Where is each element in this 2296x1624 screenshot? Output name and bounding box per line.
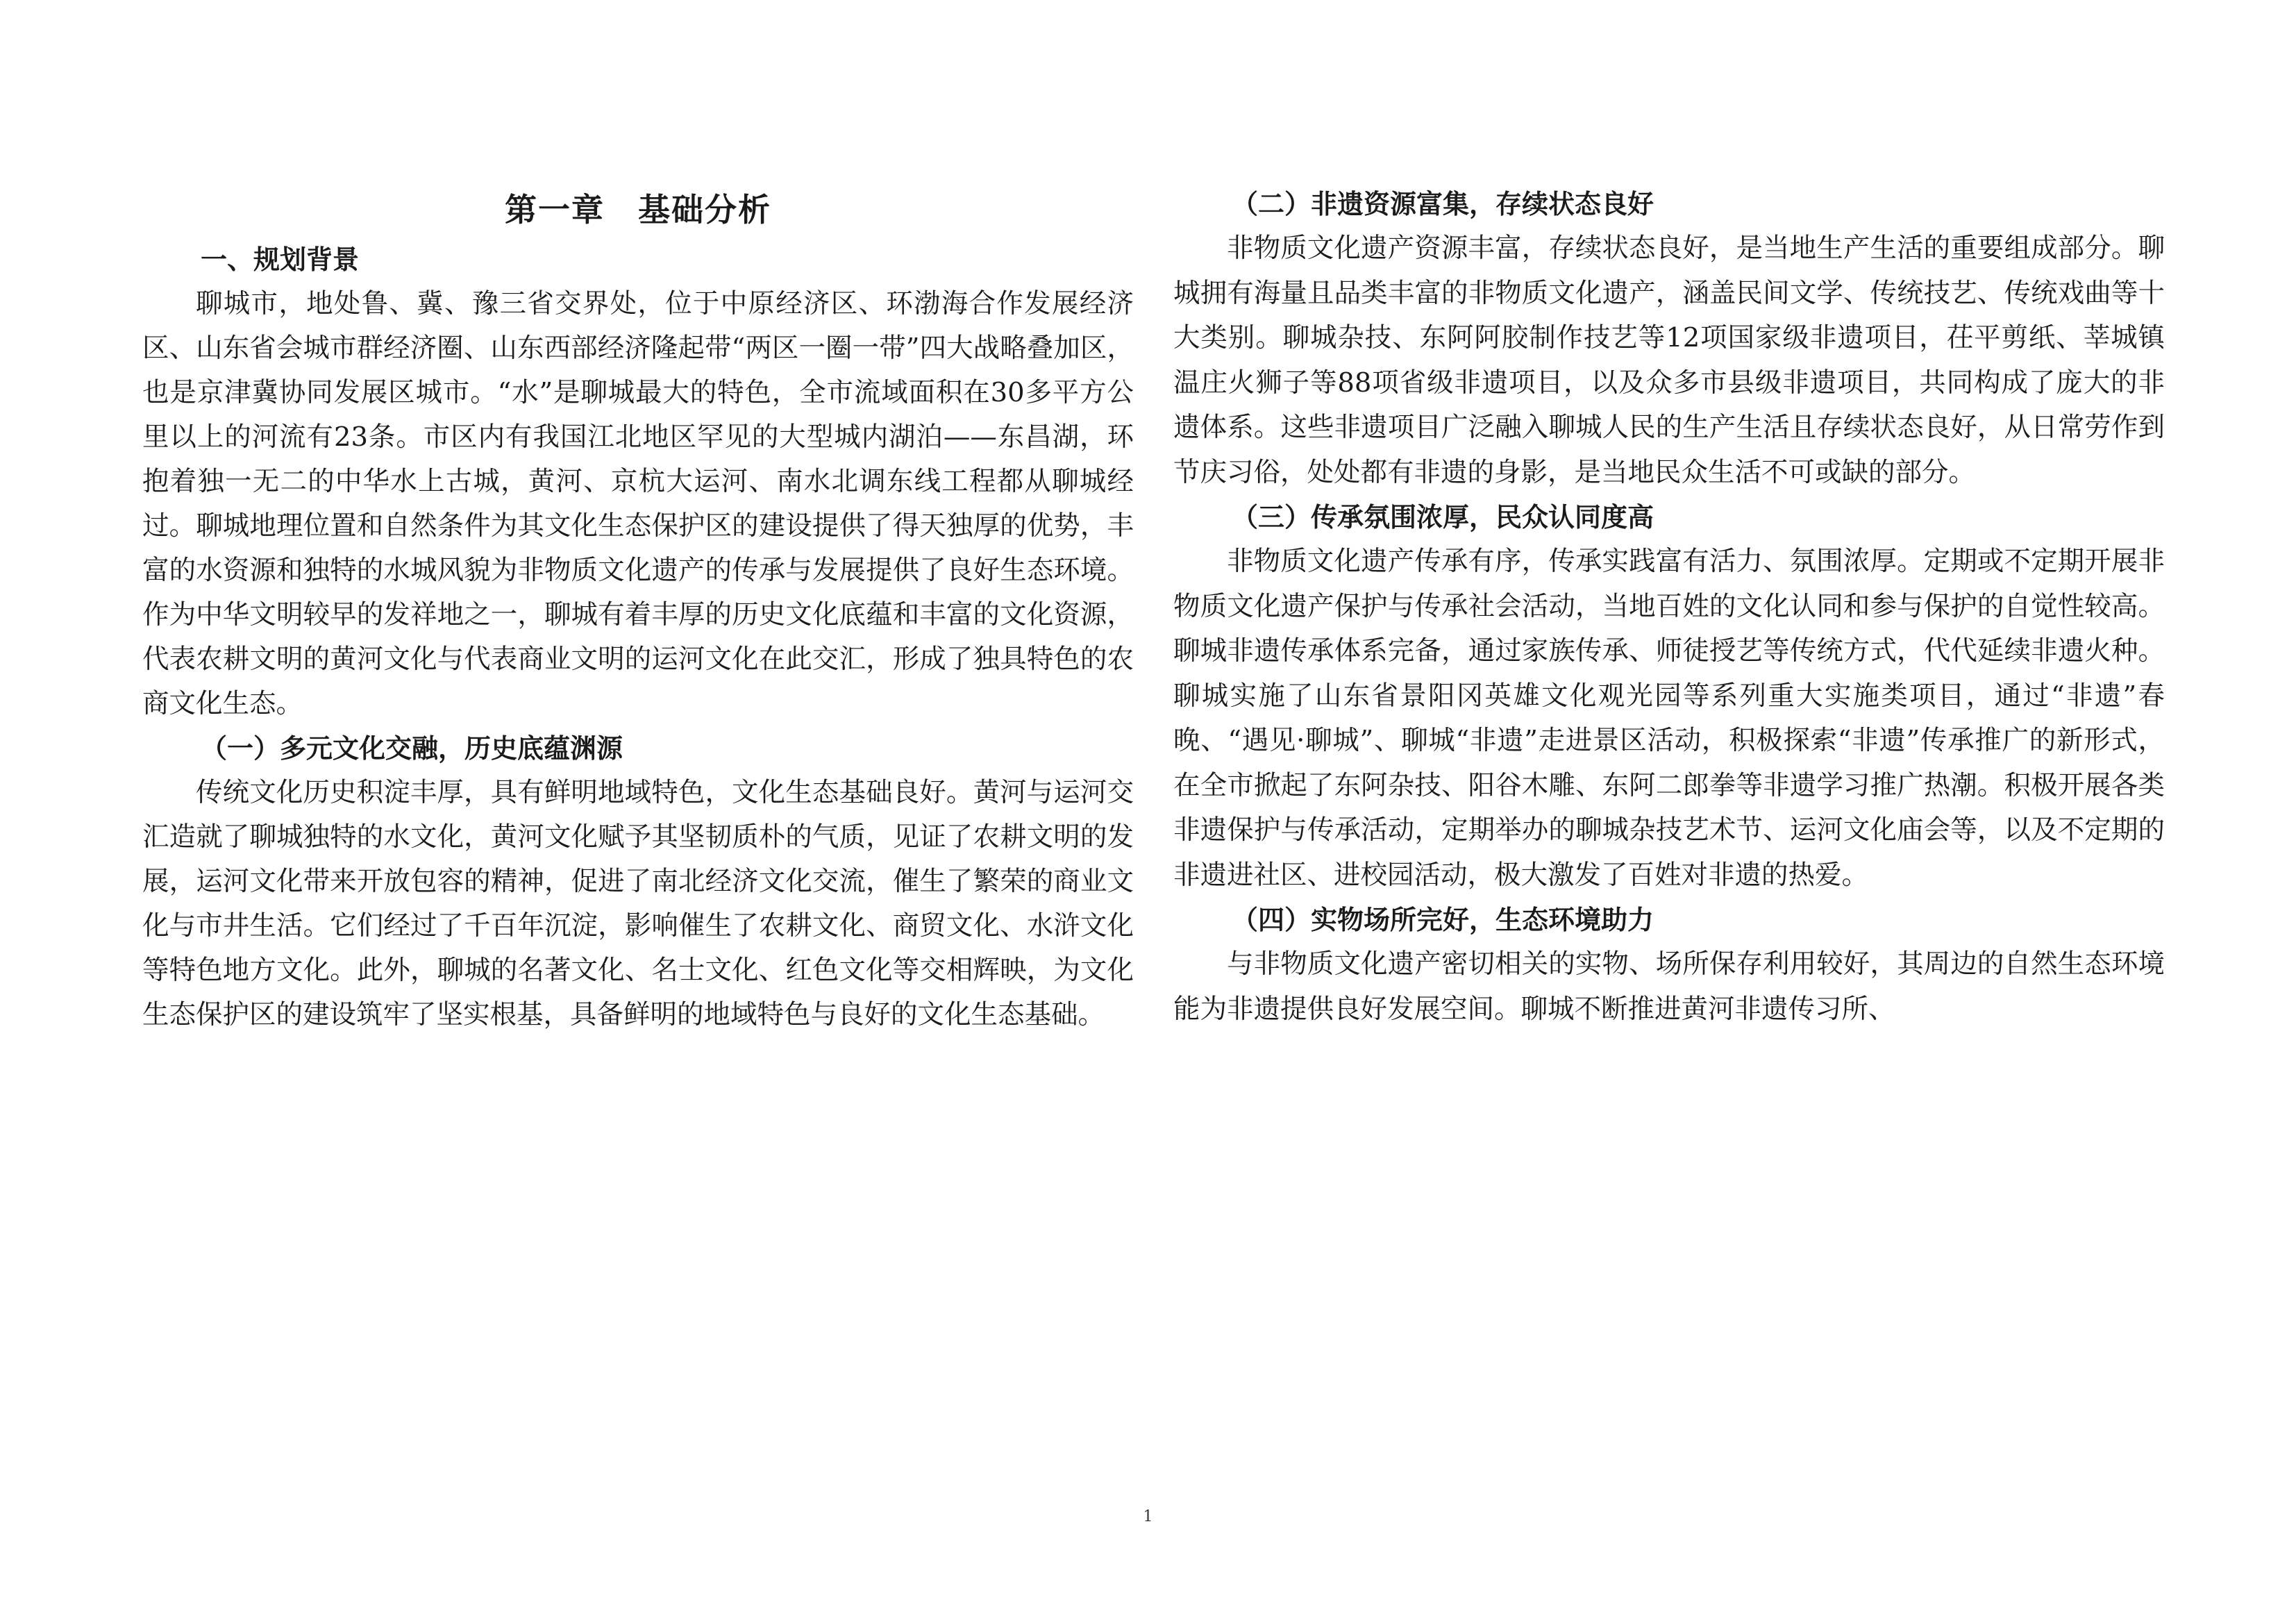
subsection-title-1: （一）多元文化交融，历史底蕴渊源 bbox=[201, 733, 623, 764]
paragraph-background: 聊城市，地处鲁、冀、豫三省交界处，位于中原经济区、环渤海合作发展经济区、山东省会城市群经济圈、山东西部经济隆起带“两区一圈一带”四大战略叠加区，也是京津冀协同发展区城市。“水”是聊城最大的特色，全市流域面积在30多平方公里以上的河流有23条。市区内有我国江北地区罕见的大型城内湖泊——东昌湖，环抱着独一无二的中华水上古城，黄河、京杭大运河、南水北调东线工程都从聊城经过。聊城地理位置和自然条件为其文化生态保护区的建设提供了得天独厚的优势，丰富的水资源和独特的水城风貌为非物质文化遗产的传承与发展提供了良好生态环境。作为中华文明较早的发祥地之一，聊城有着丰厚的历史文化底蕴和丰富的文化资源，代表农耕文明的黄河文化与代表商业文明的运河文化在此交汇，形成了独具特色的农商文化生态。 bbox=[142, 288, 1134, 719]
chapter-title: 第一章 基础分析 bbox=[505, 191, 771, 228]
subsection-title-2: （二）非遗资源富集，存续状态良好 bbox=[1232, 188, 1654, 219]
subsection-title-4: （四）实物场所完好，生态环境助力 bbox=[1232, 904, 1654, 935]
paragraph-inheritance: 非物质文化遗产传承有序，传承实践富有活力、氛围浓厚。定期或不定期开展非物质文化遗产保护与传承社会活动，当地百姓的文化认同和参与保护的自觉性较高。聊城非遗传承体系完备，通过家族传承、师徒授艺等传统方式，代代延续非遗火种。聊城实施了山东省景阳冈英雄文化观光园等系列重大实施类项目，通过“非遗”春晚、“遇见·聊城”、聊城“非遗”走进景区活动，积极探索“非遗”传承推广的新形式，在全市掀起了东阿杂技、阳谷木雕、东阿二郎拳等非遗学习推广热潮。积极开展各类非遗保护与传承活动，定期举办的聊城杂技艺术节、运河文化庙会等，以及不定期的非遗进社区、进校园活动，极大激发了百姓对非遗的热爱。 bbox=[1173, 546, 2165, 891]
paragraph-heritage-resources: 非物质文化遗产资源丰富，存续状态良好，是当地生产生活的重要组成部分。聊城拥有海量且品类丰富的非物质文化遗产，涵盖民间文学、传统技艺、传统戏曲等十大类别。聊城杂技、东阿阿胶制作技艺等12项国家级非遗项目，茌平剪纸、莘城镇温庄火狮子等88项省级非遗项目，以及众多市县级非遗项目，共同构成了庞大的非遗体系。这些非遗项目广泛融入聊城人民的生产生活且存续状态良好，从日常劳作到节庆习俗，处处都有非遗的身影，是当地民众生活不可或缺的部分。 bbox=[1173, 233, 2165, 488]
paragraph-venues: 与非物质文化遗产密切相关的实物、场所保存利用较好，其周边的自然生态环境能为非遗提供良好发展空间。聊城不断推进黄河非遗传习所、 bbox=[1173, 948, 2165, 1025]
page-number: 1 bbox=[1143, 1508, 1153, 1525]
left-column bbox=[142, 182, 1134, 1037]
subsection-title-3: （三）传承氛围浓厚，民众认同度高 bbox=[1232, 501, 1654, 533]
right-column bbox=[1173, 182, 2165, 1032]
section-title: 一、规划背景 bbox=[201, 244, 360, 275]
paragraph-culture: 传统文化历史积淀丰厚，具有鲜明地域特色，文化生态基础良好。黄河与运河交汇造就了聊城独特的水文化，黄河文化赋予其坚韧质朴的气质，见证了农耕文明的发展，运河文化带来开放包容的精神，促进了南北经济文化交流，催生了繁荣的商业文化与市井生活。它们经过了千百年沉淀，影响催生了农耕文化、商贸文化、水浒文化等特色地方文化。此外，聊城的名著文化、名士文化、红色文化等交相辉映，为文化生态保护区的建设筑牢了坚实根基，具备鲜明的地域特色与良好的文化生态基础。 bbox=[142, 777, 1134, 1030]
